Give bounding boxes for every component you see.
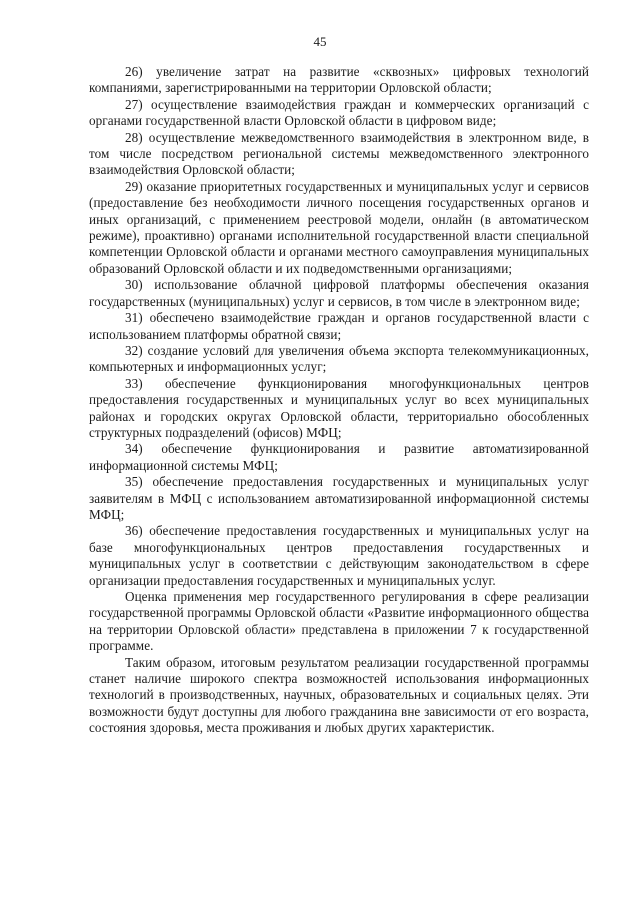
paragraph-26: 26) увеличение затрат на развитие «сквозных» цифровых технологий компаниями, зарегистрированными на территории Орловской области; — [89, 64, 589, 96]
paragraph-35: 35) обеспечение предоставления государственных и муниципальных услуг заявителям в МФЦ с использованием автоматизированной информационной системы МФЦ; — [89, 474, 589, 522]
paragraph-30: 30) использование облачной цифровой платформы обеспечения оказания государственных (муниципальных) услуг и сервисов, в том числе в электронном виде; — [89, 277, 589, 309]
paragraph-31: 31) обеспечено взаимодействие граждан и органов государственной власти с использованием платформы обратной связи; — [89, 310, 589, 342]
paragraph-29: 29) оказание приоритетных государственных и муниципальных услуг и сервисов (предоставление без необходимости личного посещения государственных органов и иных организаций, с применением реестровой модели, онлайн (в автоматическом режиме), проактивно) органами исполнительной государственной власти специальной компетенции Орловской области и органами местного самоуправления муниципальных образований Орловской области и их подведомственными организациями; — [89, 178, 589, 276]
paragraph-27: 27) осуществление взаимодействия граждан и коммерческих организаций с органами государственной власти Орловской области в цифровом виде; — [89, 96, 589, 129]
paragraph-36: 36) обеспечение предоставления государственных и муниципальных услуг на базе многофункциональных центров предоставления государственных и муниципальных услуг в соответствии с действующим законодательством в сфере организации предоставления государственных и муниципальных услуг. — [89, 523, 589, 588]
paragraph-conclusion: Таким образом, итоговым результатом реализации государственной программы станет наличие широкого спектра возможностей использования информационных технологий в производственных, научных, образовательных и социальных целях. Эти возможности будут доступны для любого гражданина вне зависимости от его возраста, состояния здоровья, места проживания и любых других характеристик. — [89, 654, 589, 736]
page-number: 45 — [313, 34, 327, 49]
paragraph-33: 33) обеспечение функционирования многофункциональных центров предоставления государственных и муниципальных услуг во всех муниципальных районах и городских округах Орловской области, территориально обособленных структурных подразделений (офисов) МФЦ; — [89, 375, 589, 440]
paragraph-32: 32) создание условий для увеличения объема экспорта телекоммуникационных, компьютерных и информационных услуг; — [89, 342, 589, 375]
paragraph-34: 34) обеспечение функционирования и развитие автоматизированной информационной системы МФЦ; — [89, 441, 589, 473]
paragraph-regulation-assessment: Оценка применения мер государственного регулирования в сфере реализации государственной программы Орловской области «Развитие информационного общества на территории Орловской области» представлена в приложении 7 к государственной программе. — [89, 589, 589, 654]
paragraph-28: 28) осуществление межведомственного взаимодействия в электронном виде, в том числе посредством региональной системы межведомственного электронного взаимодействия Орловской области; — [89, 129, 589, 178]
document-body — [89, 64, 589, 737]
